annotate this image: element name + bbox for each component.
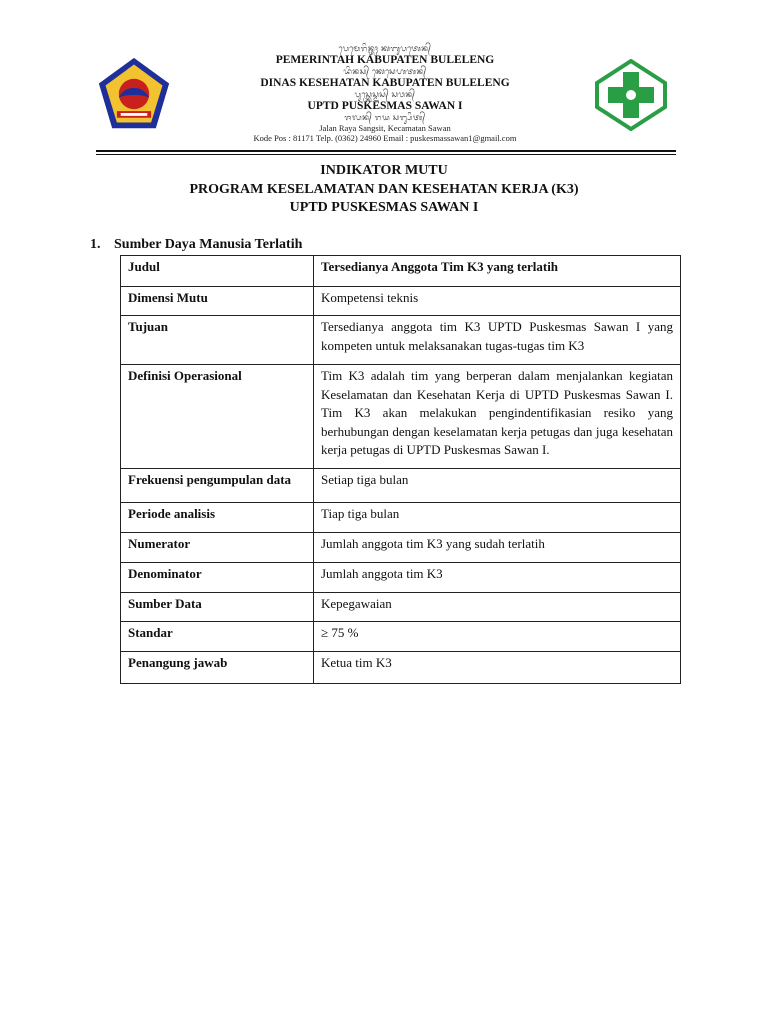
contact-line: Kode Pos : 81171 Telp. (0362) 24960 Email : puskesmassawan1@gmail.com: [253, 133, 517, 143]
row-value: Tiap tiga bulan: [314, 503, 681, 533]
table-row: [121, 652, 681, 684]
row-label: Sumber Data: [121, 593, 314, 622]
balinese-script-line: ᬤᬶᬦᬲ᭄ ᬓᬾᬲᬾᬳᬢᬦ᭄: [343, 67, 427, 76]
section-heading: [90, 237, 302, 253]
row-value: ≥ 75 %: [314, 622, 681, 652]
puskesmas-logo-icon: [595, 59, 667, 131]
row-value: Jumlah anggota tim K3: [314, 563, 681, 593]
table-row: [121, 256, 681, 287]
address-line: Jalan Raya Sangsit, Kecamatan Sawan: [319, 123, 451, 133]
row-label: Penangung jawab: [121, 652, 314, 684]
section-number: 1.: [90, 237, 101, 252]
row-label: Tujuan: [121, 316, 314, 365]
row-value: Kepegawaian: [314, 593, 681, 622]
row-value: Ketua tim K3: [314, 652, 681, 684]
row-value: Tersedianya anggota tim K3 UPTD Puskesmas Sawan I yang kompeten untuk melaksanakan tugas-tugas tim K3: [314, 316, 681, 365]
row-label: Periode analisis: [121, 503, 314, 533]
table-row: [121, 622, 681, 652]
table-row: [121, 469, 681, 503]
letterhead: [90, 44, 678, 156]
kabupaten-buleleng-emblem-icon: [96, 56, 172, 132]
table-row: [121, 533, 681, 563]
table-row: [121, 503, 681, 533]
letterhead-rule-thick: [96, 150, 676, 152]
row-label: Standar: [121, 622, 314, 652]
table-row: [121, 563, 681, 593]
balinese-script-line: ᬧᬸᬲ᭄ᬓᬾᬲ᭄ᬫᬲ᭄ ᬲᬯᬦ᭄: [354, 90, 416, 99]
title-line: INDIKATOR MUTU: [320, 163, 448, 178]
indicator-table: [120, 255, 681, 684]
table-row: [121, 593, 681, 622]
balinese-script-line: ᬧᬾᬫᬾᬭᬶᬦ᭄ᬢᬄ ᬓᬩᬸᬧᬢᬾᬦ᭄: [338, 44, 432, 53]
row-value: Tersedianya Anggota Tim K3 yang terlatih: [314, 256, 681, 287]
row-label: Definisi Operasional: [121, 365, 314, 469]
title-line: PROGRAM KESELAMATAN DAN KESEHATAN KERJA (K3): [189, 181, 579, 197]
puskesmas-name: UPTD PUSKESMAS SAWAN I: [307, 100, 463, 112]
row-value: Kompetensi teknis: [314, 287, 681, 316]
health-office-name: DINAS KESEHATAN KABUPATEN BULELENG: [260, 77, 510, 89]
title-line: UPTD PUSKESMAS SAWAN I: [289, 200, 479, 215]
row-value: Jumlah anggota tim K3 yang sudah terlatih: [314, 533, 681, 563]
letterhead-text: [180, 44, 590, 143]
government-name: PEMERINTAH KABUPATEN BULELENG: [275, 54, 495, 66]
row-label: Judul: [121, 256, 314, 287]
balinese-script-line: ᬚᬮᬦ᭄ ᬭᬬ ᬲᬗ᭄ᬲᬶᬢ᭄: [344, 113, 426, 122]
table-row: [121, 365, 681, 469]
row-label: Dimensi Mutu: [121, 287, 314, 316]
table-row: [121, 316, 681, 365]
row-label: Frekuensi pengumpulan data: [121, 469, 314, 503]
document-title: [0, 162, 768, 218]
row-value: Setiap tiga bulan: [314, 469, 681, 503]
row-label: Denominator: [121, 563, 314, 593]
section-title: Sumber Daya Manusia Terlatih: [114, 237, 303, 252]
row-value: Tim K3 adalah tim yang berperan dalam menjalankan kegiatan Keselamatan dan Kesehatan Kerja di UPTD Puskesmas Sawan I. Tim K3 akan melakukan pengindentifikasian resiko yang berhubungan dengan keselamatan kerja petugas dan juga kesehatan kerja petugas di UPTD Puskesmas Sawan I.: [314, 365, 681, 469]
row-label: Numerator: [121, 533, 314, 563]
letterhead-rule-thin: [96, 154, 676, 155]
table-row: [121, 287, 681, 316]
